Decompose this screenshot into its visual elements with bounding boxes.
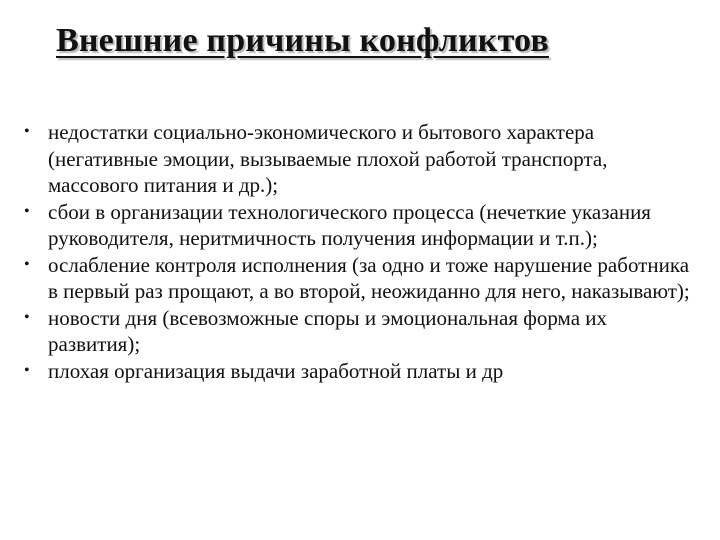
bullet-text: ослабление контроля исполнения (за одно и тоже нарушение работника в первый раз прощают, а во второй, неожиданно для него, наказывают);	[48, 252, 690, 303]
bullet-item	[24, 119, 700, 199]
bullet-dot-icon: •	[24, 361, 30, 379]
bullet-item	[24, 305, 700, 358]
bullet-text: новости дня (всевозможные споры и эмоциональная форма их развития);	[48, 305, 608, 356]
bullet-text: плохая организация выдачи заработной платы и др	[48, 358, 504, 383]
slide-title: Внешние причины конфликтов	[56, 22, 549, 59]
bullet-dot-icon: •	[24, 308, 30, 326]
bullet-text: недостатки социально-экономического и бытового характера (негативные эмоции, вызываемые плохой работой транспорта, массового питания и др.);	[48, 120, 608, 197]
bullet-dot-icon: •	[24, 123, 30, 140]
bullet-item	[24, 252, 700, 305]
bullet-item	[24, 358, 700, 385]
bullet-dot-icon: •	[24, 202, 30, 220]
bullet-list	[24, 119, 700, 384]
bullet-dot-icon: •	[24, 255, 30, 273]
bullet-text: сбои в организации технологического процесса (нечеткие указания руководителя, неритмичность получения информации и т.п.);	[48, 199, 651, 250]
bullet-item	[24, 199, 700, 252]
